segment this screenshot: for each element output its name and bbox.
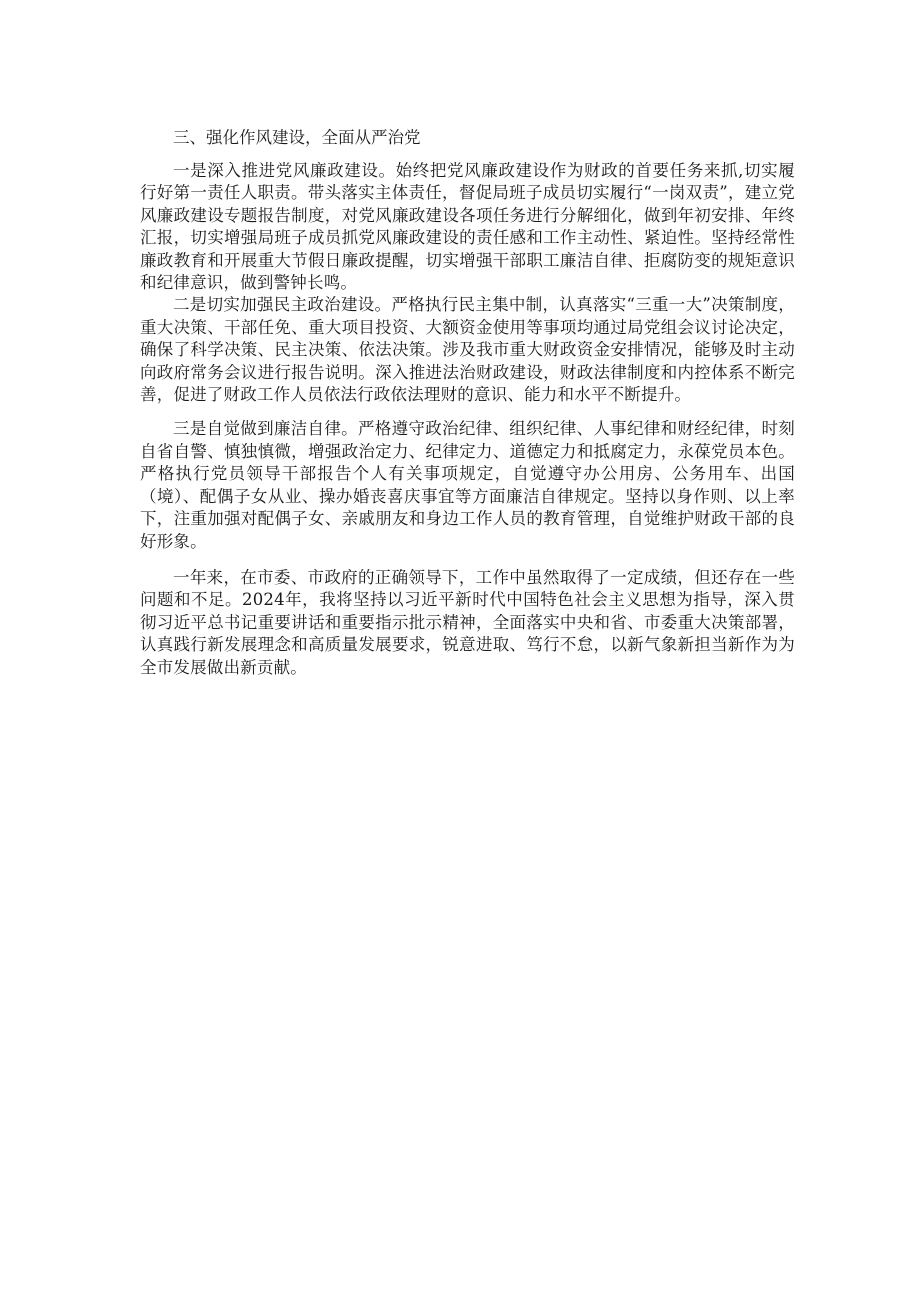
section-heading: 三、强化作风建设，全面从严治党 [173, 128, 421, 147]
paragraph-self-discipline: 三是自觉做到廉洁自律。严格遵守政治纪律、组织纪律、人事纪律和财经纪律，时刻自省自警、慎独慎微，增强政治定力、纪律定力、道德定力和抵腐定力，永葆党员本色。严格执行党员领导干部报告个人有关事项规定，自觉遵守办公用房、公务用车、出国（境）、配偶子女从业、操办婚丧喜庆事宜等方面廉洁自律规定。坚持以身作则、以上率下，注重加强对配偶子女、亲戚朋友和身边工作人员的教育管理，自觉维护财政干部的良好形象。 [140, 419, 795, 551]
paragraph-party-conduct: 一是深入推进党风廉政建设。始终把党风廉政建设作为财政的首要任务来抓,切实履行好第一责任人职责。带头落实主体责任，督促局班子成员切实履行“一岗双责”，建立党风廉政建设专题报告制度，对党风廉政建设各项任务进行分解细化，做到年初安排、年终汇报，切实增强局班子成员抓党风廉政建设的责任感和工作主动性、紧迫性。坚持经常性廉政教育和开展重大节假日廉政提醒，切实增强干部职工廉洁自律、拒腐防变的规矩意识和纪律意识，做到警钟长鸣。 [140, 161, 795, 293]
document-body [140, 127, 795, 679]
paragraph-democratic-politics: 二是切实加强民主政治建设。严格执行民主集中制，认真落实“三重一大”决策制度，重大决策、干部任免、重大项目投资、大额资金使用等事项均通过局党组会议讨论决定，确保了科学决策、民主决策、依法决策。涉及我市重大财政资金安排情况，能够及时主动向政府常务会议进行报告说明。深入推进法治财政建设，财政法律制度和内控体系不断完善，促进了财政工作人员依法行政依法理财的意识、能力和水平不断提升。 [140, 295, 795, 405]
paragraph-summary-outlook: 一年来，在市委、市政府的正确领导下，工作中虽然取得了一定成绩，但还存在一些问题和不足。2024年，我将坚持以习近平新时代中国特色社会主义思想为指导，深入贯彻习近平总书记重要讲话和重要指示批示精神，全面落实中央和省、市委重大决策部署，认真践行新发展理念和高质量发展要求，锐意进取、笃行不怠，以新气象新担当新作为为全市发展做出新贡献。 [140, 567, 795, 677]
